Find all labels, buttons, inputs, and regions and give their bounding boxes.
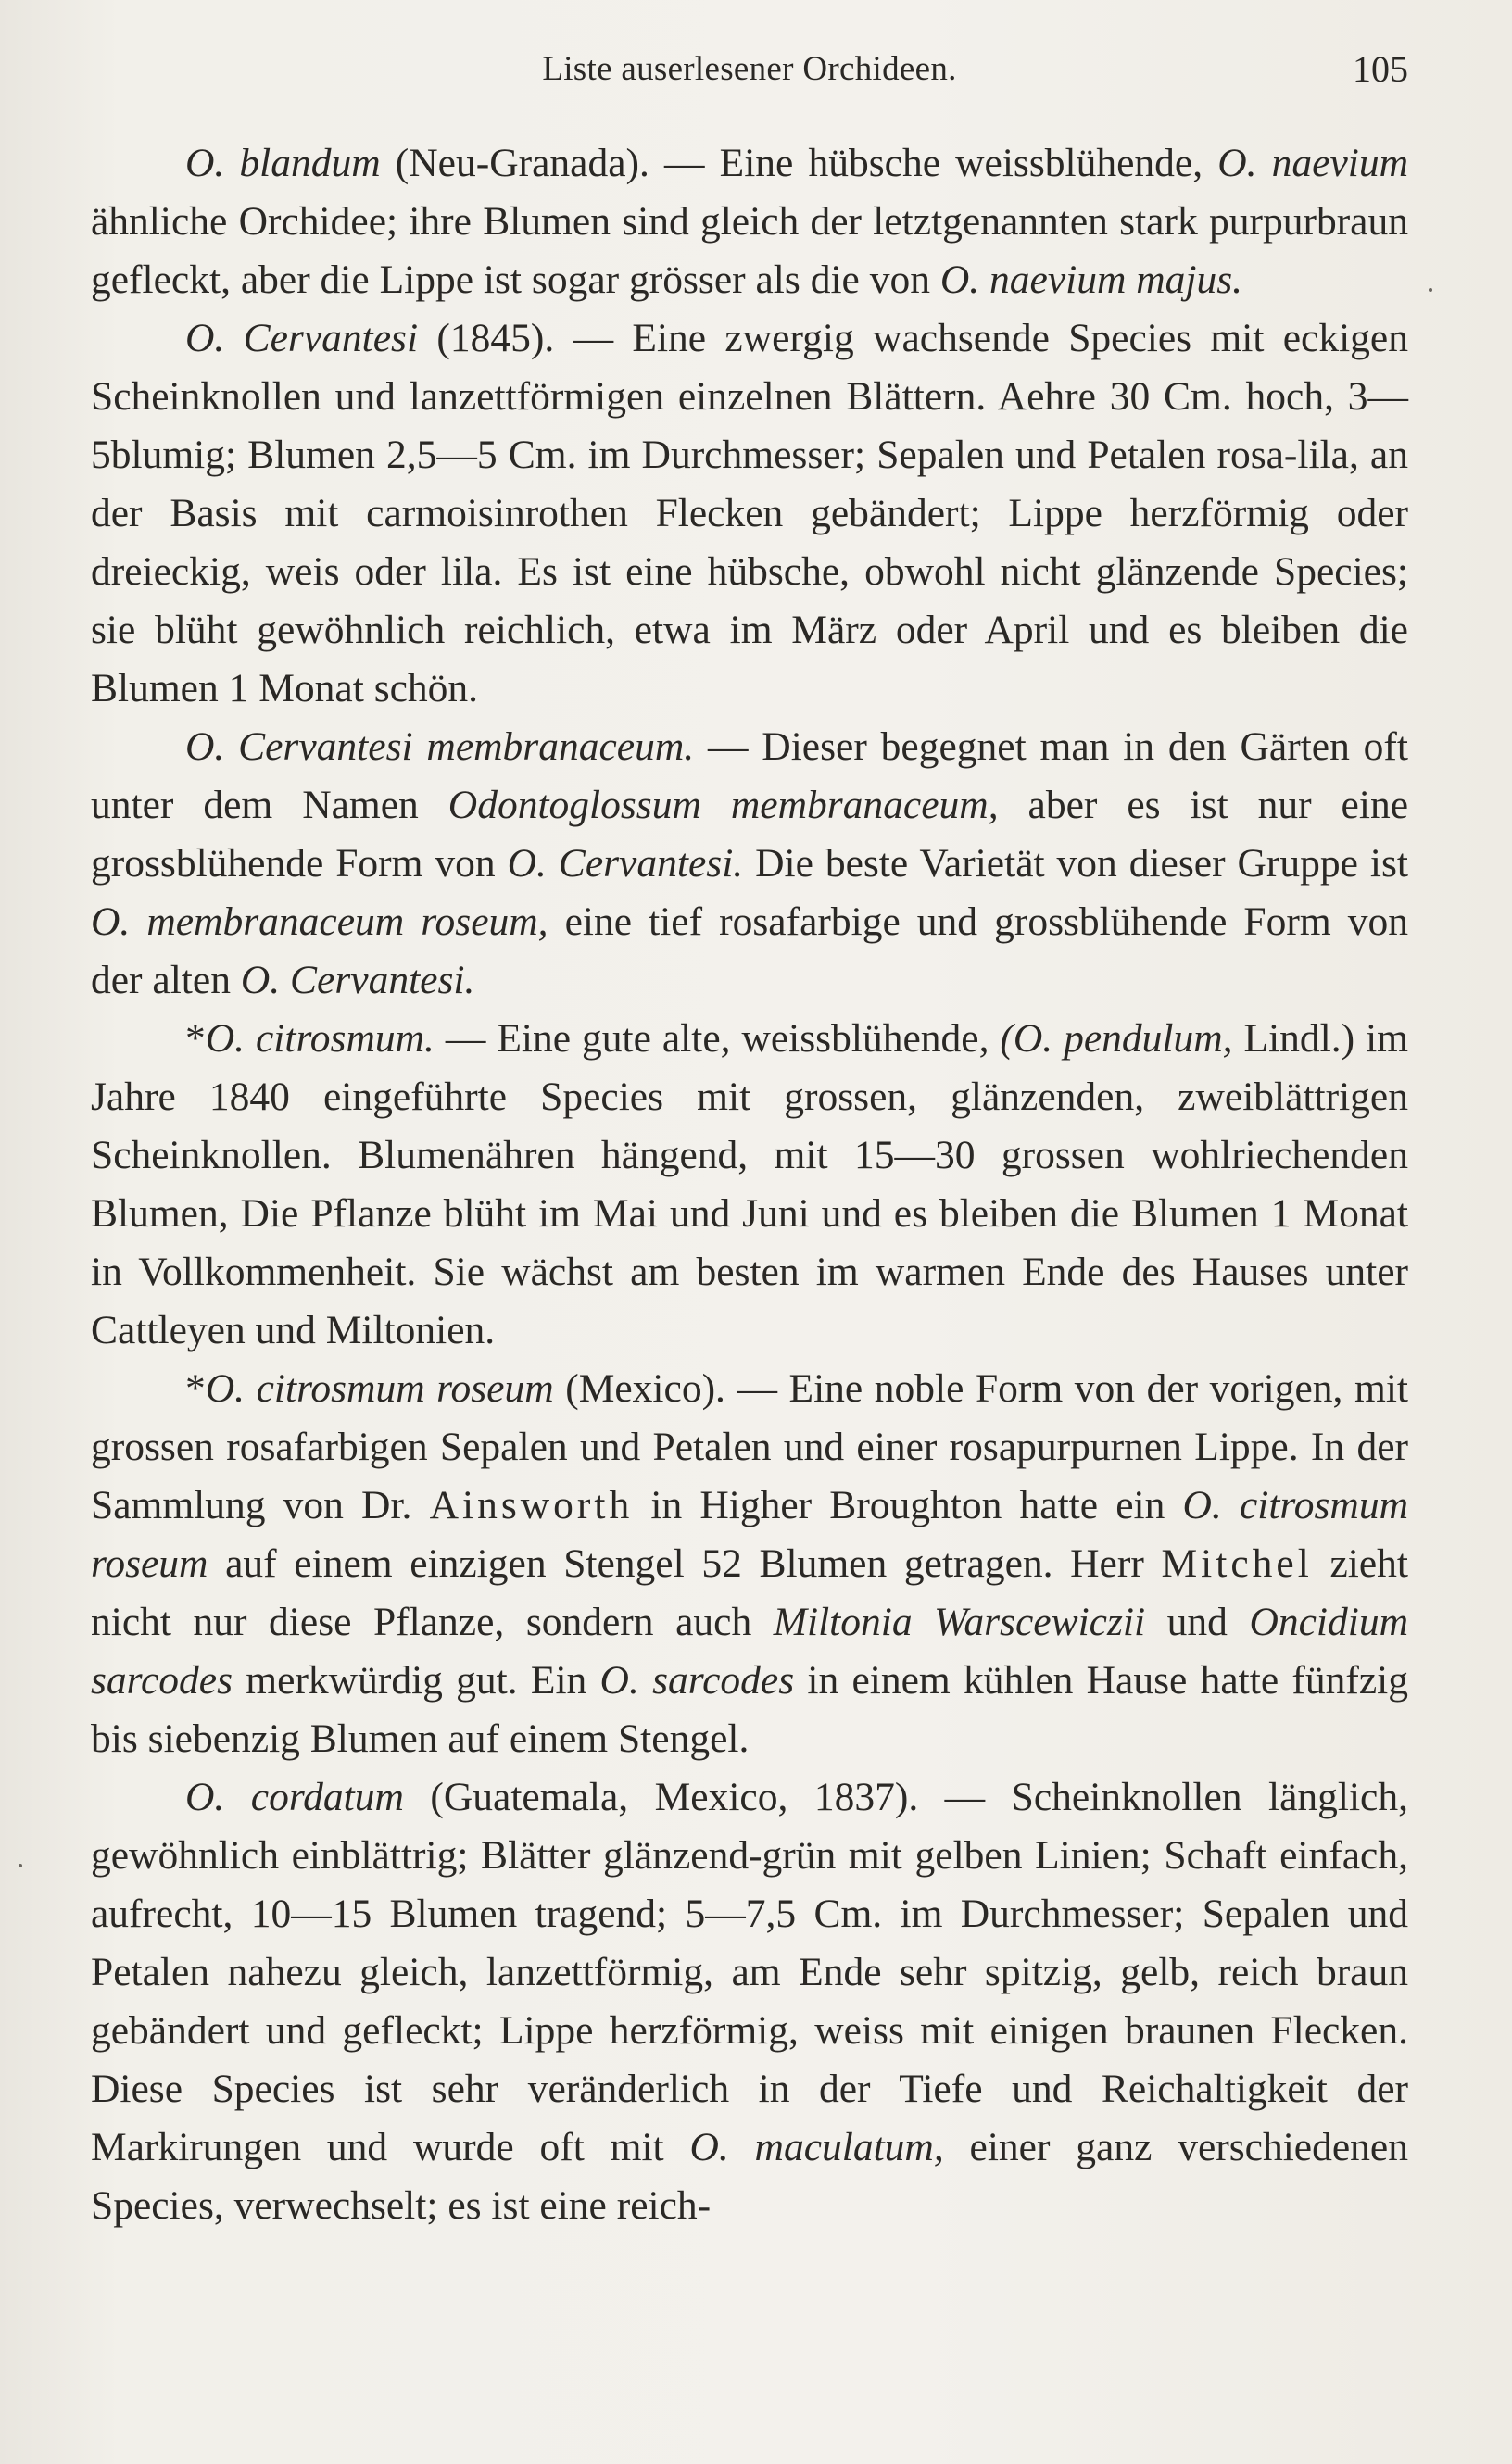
text-run: einer ganz verschiedenen Species, verwechselt; es ist eine reich- (91, 2125, 1408, 2228)
italic-term: O. blandum (185, 141, 381, 185)
print-speck (1429, 288, 1432, 292)
text-run: * (185, 1366, 206, 1411)
text-run: (Neu-Granada). — Eine hübsche weissblühende, (380, 141, 1218, 185)
paragraph-o-cervantesi (91, 309, 1408, 718)
running-head: Liste auserlesener Orchideen. (542, 50, 957, 88)
italic-term: O. Cervantesi (185, 316, 419, 360)
text-run: Die beste Varietät von dieser Gruppe ist (743, 841, 1408, 886)
italic-term: O. citrosmum. (205, 1016, 435, 1061)
print-speck (19, 1864, 22, 1867)
italic-term: O. citrosmum roseum (205, 1366, 554, 1411)
text-run: merkwürdig gut. Ein (233, 1658, 600, 1703)
body-text (91, 134, 1408, 2235)
italic-term: O. cordatum (185, 1775, 404, 1819)
text-run: auf einem einzigen Stengel 52 Blumen getragen. Herr (208, 1541, 1162, 1586)
italic-term: Odontoglossum membranaceum, (447, 783, 999, 827)
italic-term: Miltonia Warscewiczii (773, 1600, 1146, 1644)
italic-term: O. Cervantesi. (240, 958, 475, 1002)
italic-term: O. naevium (1217, 141, 1409, 185)
spaced-name: Mitchel (1161, 1541, 1313, 1586)
paragraph-o-citrosmum-roseum (91, 1360, 1408, 1768)
text-run: (Mexico). — Eine noble Form von der vorigen, mit grossen rosafarbigen Sepalen und Petalen und einer rosapurpurnen Lippe. In der Sammlung von Dr. (91, 1366, 1408, 1527)
italic-term: O. citrosmum roseum (91, 1483, 1408, 1586)
text-run: — Dieser begegnet man in den Gärten oft unter dem Namen (91, 724, 1408, 827)
italic-term: O. Cervantesi. (507, 841, 744, 886)
text-run: in Higher Broughton hatte ein (633, 1483, 1183, 1527)
text-run: und (1145, 1600, 1250, 1644)
spaced-name: Ainsworth (429, 1483, 634, 1527)
italic-term: O. naevium majus. (939, 258, 1243, 302)
text-run: * (185, 1016, 206, 1061)
text-run: ähnliche Orchidee; ihre Blumen sind gleich der letztgenannten stark purpurbraun gefleckt, aber die Lippe ist sogar grösser als die von (91, 199, 1408, 302)
text-run: Lindl.) im Jahre 1840 eingeführte Species mit grossen, glänzenden, zweiblättrigen Scheinknollen. Blumenähren hängend, mit 15—30 grossen wohlriechenden Blumen, Die Pflanze blüht im Mai und Juni und es bleiben die Blumen 1 Monat in Vollkommenheit. Sie wächst am besten im warmen Ende des Hauses unter Cattleyen und Miltonien. (91, 1016, 1408, 1352)
text-run: (1845). — Eine zwergig wachsende Species mit eckigen Scheinknollen und lanzettförmigen einzelnen Blättern. Aehre 30 Cm. hoch, 3—5blumig; Blumen 2,5—5 Cm. im Durchmesser; Sepalen und Petalen rosa-lila, an der Basis mit carmoisinrothen Flecken gebändert; Lippe herzförmig oder dreieckig, weis oder lila. Es ist eine hübsche, obwohl nicht glänzende Species; sie blüht gewöhnlich reichlich, etwa im März oder April und es bleiben die Blumen 1 Monat schön. (91, 316, 1408, 710)
italic-term: O. Cervantesi membranaceum. (185, 724, 695, 769)
paragraph-o-cervantesi-membranaceum (91, 718, 1408, 1010)
text-run: aber es ist nur eine grossblühende Form von (91, 783, 1409, 886)
text-run: in einem kühlen Hause hatte fünfzig bis siebenzig Blumen auf einem Stengel. (91, 1658, 1409, 1761)
text-run: eine tief rosafarbige und grossblühende Form von der alten (91, 899, 1408, 1002)
italic-term: O. membranaceum roseum, (91, 899, 548, 944)
italic-term: Oncidium sarcodes (91, 1600, 1408, 1703)
italic-term: (O. pendulum, (1000, 1016, 1233, 1061)
page-header (91, 46, 1408, 102)
paragraph-o-citrosmum (91, 1010, 1408, 1360)
paragraph-o-blandum (91, 134, 1408, 309)
page-number: 105 (1353, 48, 1408, 90)
paragraph-o-cordatum (91, 1768, 1408, 2235)
italic-term: O. sarcodes (599, 1658, 795, 1703)
text-run: — Eine gute alte, weissblühende, (434, 1016, 1001, 1061)
text-run: (Guatemala, Mexico, 1837). — Scheinknollen länglich, gewöhnlich einblättrig; Blätter glänzend-grün mit gelben Linien; Schaft einfach, aufrecht, 10—15 Blumen tragend; 5—7,5 Cm. im Durchmesser; Sepalen und Petalen nahezu gleich, lanzettförmig, am Ende sehr spitzig, gelb, reich braun gebändert und gefleckt; Lippe herzförmig, weiss mit einigen braunen Flecken. Diese Species ist sehr veränderlich in der Tiefe und Reichaltigkeit der Markirungen und wurde oft mit (91, 1775, 1408, 2169)
text-run: zieht nicht nur diese Pflanze, sondern auch (91, 1541, 1408, 1644)
italic-term: O. maculatum, (689, 2125, 944, 2169)
